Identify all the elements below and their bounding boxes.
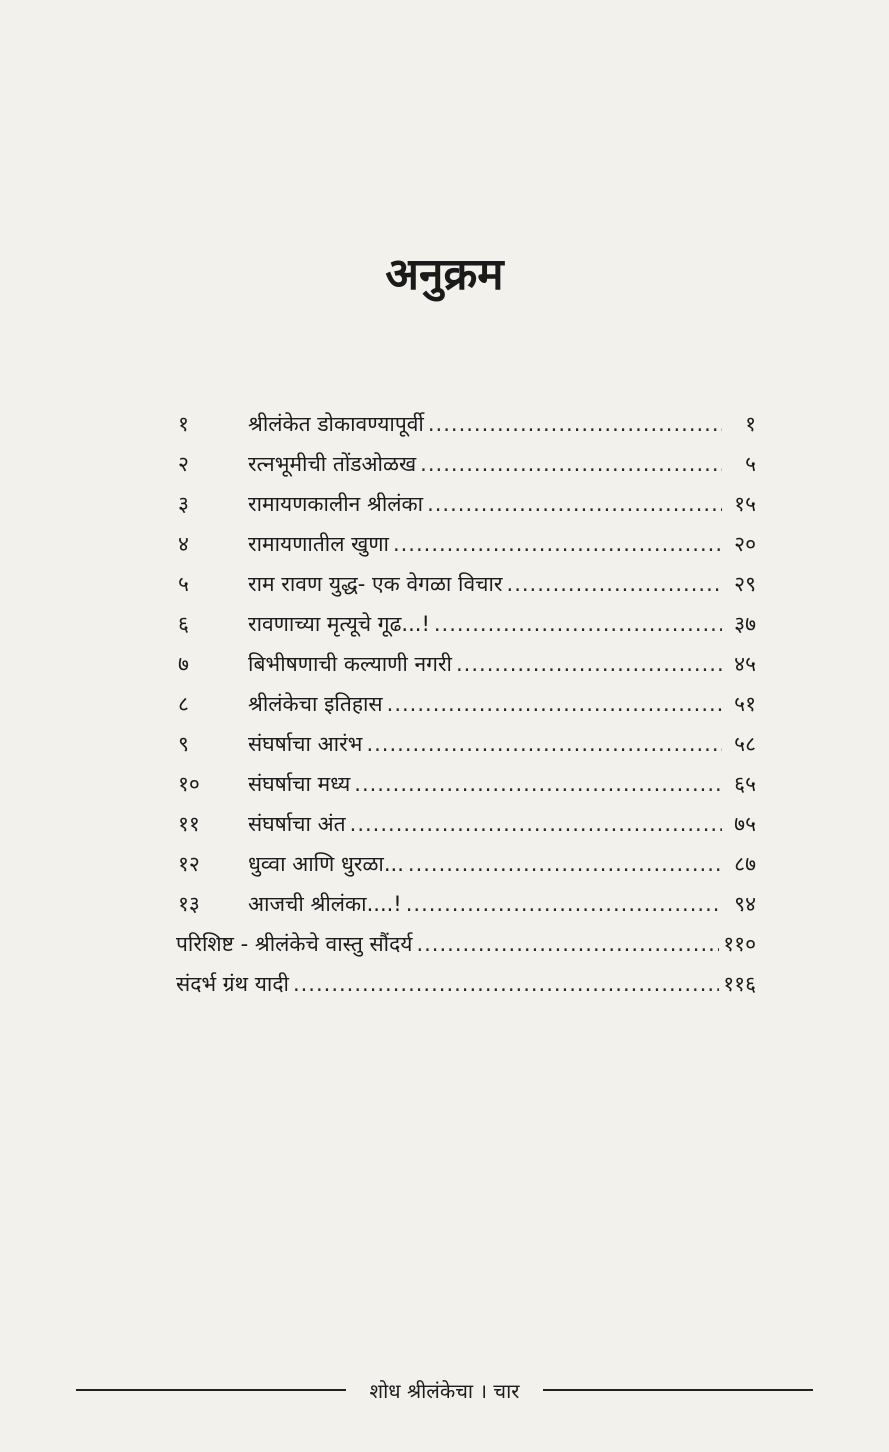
- page-number: १५: [734, 492, 756, 516]
- chapter-title: आजची श्रीलंका....!: [248, 892, 402, 916]
- page-title: अनुक्रम: [385, 249, 504, 300]
- toc-row: [0, 644, 889, 684]
- toc-row: [0, 884, 889, 924]
- page-number: ७५: [734, 812, 756, 836]
- toc-row-appendix: [0, 924, 889, 964]
- chapter-number: ४: [178, 532, 189, 556]
- toc-row: [0, 604, 889, 644]
- leader-dots: [408, 844, 722, 884]
- page-number: ५८: [734, 732, 756, 756]
- chapter-number: ७: [178, 652, 189, 676]
- toc-row-references: [0, 964, 889, 1004]
- leader-dots: [428, 404, 722, 444]
- chapter-number: १०: [178, 772, 200, 796]
- toc-row: [0, 444, 889, 484]
- page-number: ३७: [734, 612, 756, 636]
- chapter-title: बिभीषणाची कल्याणी नगरी: [248, 652, 452, 676]
- page-number: २०: [734, 532, 756, 556]
- chapter-title: राम रावण युद्ध- एक वेगळा विचार: [248, 572, 503, 596]
- leader-dots: [420, 444, 722, 484]
- leader-dots: [387, 684, 722, 724]
- chapter-title: संघर्षाचा अंत: [248, 812, 346, 836]
- toc-row: [0, 844, 889, 884]
- chapter-number: १: [178, 412, 189, 436]
- footer-rule-left: [76, 1389, 346, 1391]
- toc-row: [0, 404, 889, 444]
- chapter-number: २: [178, 452, 189, 476]
- leader-dots: [350, 804, 722, 844]
- leader-dots: [366, 724, 722, 764]
- leader-dots: [354, 764, 722, 804]
- chapter-title: संघर्षाचा मध्य: [248, 772, 351, 796]
- chapter-title: संघर्षाचा आरंभ: [248, 732, 363, 756]
- page-number: १: [745, 412, 756, 436]
- leader-dots: [456, 644, 722, 684]
- chapter-title: श्रीलंकेत डोकावण्यापूर्वी: [248, 412, 424, 436]
- chapter-title: रामायणातील खुणा: [248, 532, 389, 556]
- chapter-number: ९: [178, 732, 189, 756]
- page-number: ११६: [723, 972, 756, 996]
- toc-row: [0, 764, 889, 804]
- chapter-title: रामायणकालीन श्रीलंका: [248, 492, 424, 516]
- page-number: ४५: [734, 652, 756, 676]
- chapter-number: ११: [178, 812, 200, 836]
- appendix-title: परिशिष्ट - श्रीलंकेचे वास्तु सौंदर्य: [176, 932, 413, 956]
- page-number: ५१: [734, 692, 756, 716]
- chapter-number: ८: [178, 692, 189, 716]
- chapter-number: ६: [178, 612, 189, 636]
- leader-dots: [507, 564, 722, 604]
- toc-row: [0, 484, 889, 524]
- page-footer: [0, 1372, 889, 1408]
- toc-row: [0, 564, 889, 604]
- chapter-title: रावणाच्या मृत्यूचे गूढ...!: [248, 612, 430, 636]
- toc-row: [0, 684, 889, 724]
- chapter-title: रत्नभूमीची तोंडओळख: [248, 452, 417, 476]
- leader-dots: [393, 524, 722, 564]
- leader-dots: [416, 924, 719, 964]
- page-number: ९४: [734, 892, 756, 916]
- leader-dots: [406, 884, 722, 924]
- leader-dots: [293, 964, 719, 1004]
- page-number: ८७: [734, 852, 756, 876]
- chapter-number: ३: [178, 492, 189, 516]
- references-title: संदर्भ ग्रंथ यादी: [176, 972, 289, 996]
- page-number: २९: [734, 572, 756, 596]
- footer-rule-right: [543, 1389, 813, 1391]
- chapter-title: श्रीलंकेचा इतिहास: [248, 692, 383, 716]
- toc-row: [0, 524, 889, 564]
- page-number: ६५: [734, 772, 756, 796]
- toc-row: [0, 724, 889, 764]
- chapter-number: १३: [178, 892, 200, 916]
- footer-text: शोध श्रीलंकेचा । चार: [369, 1378, 520, 1403]
- chapter-title: धुव्वा आणि धुरळा...: [248, 852, 404, 876]
- page-number: ११०: [723, 932, 756, 956]
- page-number: ५: [745, 452, 756, 476]
- chapter-number: १२: [178, 852, 200, 876]
- chapter-number: ५: [178, 572, 189, 596]
- leader-dots: [434, 604, 722, 644]
- toc-row: [0, 804, 889, 844]
- leader-dots: [427, 484, 722, 524]
